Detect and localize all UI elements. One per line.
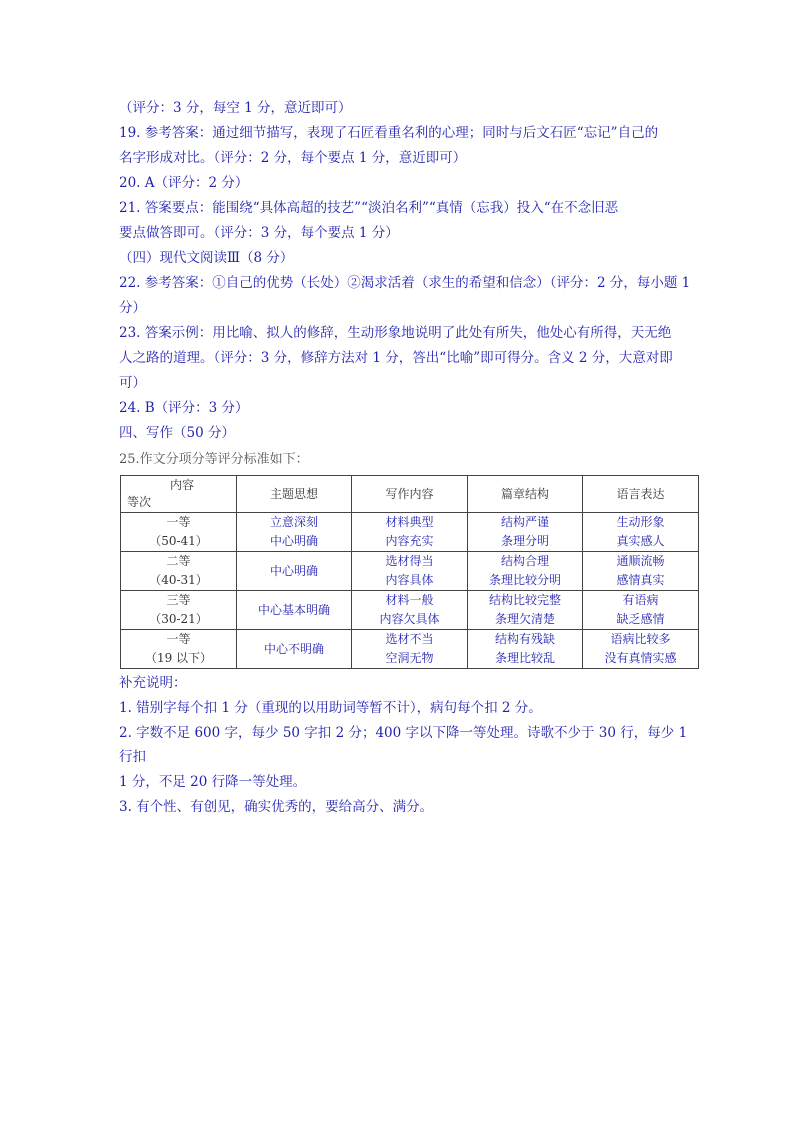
grade-range: （40-31）	[149, 573, 208, 587]
grade-range: （30-21）	[149, 612, 208, 626]
cell-line: 通顺流畅	[616, 554, 665, 568]
table-header-row	[121, 476, 699, 513]
cell-line: 材料典型	[385, 515, 434, 529]
language-cell	[583, 513, 699, 552]
structure-cell	[468, 552, 583, 591]
cell-line: 条理欠清楚	[494, 612, 555, 626]
cell-line: 感情真实	[616, 573, 665, 587]
document-body	[119, 96, 699, 819]
cell-line: 内容欠具体	[379, 612, 440, 626]
table-corner-cell	[121, 476, 237, 513]
cell-line: 条理比较分明	[488, 573, 561, 587]
text-line: 1. 错别字每个扣 1 分（重现的以用助词等暂不计），病句每个扣 2 分。	[119, 700, 542, 716]
column-header: 篇章结构	[468, 476, 583, 513]
cell-line: 空洞无物	[385, 651, 434, 665]
theme-cell	[237, 513, 352, 552]
cell-line: 条理比较乱	[494, 651, 555, 665]
text-line: 20. A（评分：2 分）	[119, 175, 249, 191]
cell-line: 选材得当	[385, 554, 434, 568]
theme-cell	[237, 552, 352, 591]
table-caption: 25.作文分项分等评分标准如下：	[119, 452, 309, 467]
corner-bottom-label: 等次	[127, 495, 152, 509]
text-line: 24. B（评分：3 分）	[119, 400, 249, 416]
structure-cell	[468, 591, 583, 630]
text-line: 人之路的道理。（评分：3 分，修辞方法对 1 分，答出“比喻”即可得分。含义 2 分，大意对即	[119, 350, 673, 366]
text-line: 2. 字数不足 600 字，每少 50 字扣 2 分；400 字以下降一等处理。诗歌不少于 30 行，每少 1 行扣	[119, 725, 688, 765]
cell-line: 立意深刻	[269, 515, 318, 529]
answer-lines-top	[119, 96, 699, 445]
column-header: 写作内容	[352, 476, 468, 513]
language-cell	[583, 630, 699, 669]
cell-line: 真实感人	[616, 534, 665, 548]
section-heading: （四）现代文阅读Ⅲ（8 分）	[119, 250, 294, 266]
scoring-table	[120, 475, 699, 669]
cell-line: 结构有残缺	[494, 632, 555, 646]
text-line: 名字形成对比。（评分：2 分，每个要点 1 分，意近即可）	[119, 150, 467, 166]
cell-line: 中心不明确	[263, 641, 324, 656]
cell-line: 中心明确	[269, 563, 318, 578]
content-cell	[352, 591, 468, 630]
text-line: 可）	[119, 375, 146, 391]
column-header: 主题思想	[237, 476, 352, 513]
grade-label: 一等	[166, 515, 191, 529]
grade-cell	[121, 552, 237, 591]
cell-line: 中心基本明确	[257, 602, 330, 617]
table-row	[121, 513, 699, 552]
cell-line: 语病比较多	[610, 632, 671, 646]
cell-line: 缺乏感情	[616, 612, 665, 626]
cell-line: 没有真情实感	[604, 651, 677, 665]
cell-line: 生动形象	[616, 515, 665, 529]
answer-lines-bottom	[119, 671, 699, 819]
grade-cell	[121, 513, 237, 552]
grade-label: 二等	[166, 554, 191, 568]
cell-line: 选材不当	[385, 632, 434, 646]
cell-line: 材料一般	[385, 593, 434, 607]
table-row	[121, 552, 699, 591]
text-line: 1 分，不足 20 行降一等处理。	[119, 774, 307, 790]
text-line: 23. 答案示例：用比喻、拟人的修辞，生动形象地说明了此处有所失，他处心有所得，天无绝	[119, 325, 672, 341]
grade-label: 三等	[166, 593, 191, 607]
text-line: 3. 有个性、有创见，确实优秀的，要给高分、满分。	[119, 799, 434, 815]
theme-cell	[237, 591, 352, 630]
cell-line: 条理分明	[500, 534, 549, 548]
grade-range: （50-41）	[149, 534, 208, 548]
content-cell	[352, 630, 468, 669]
grade-label: 一等	[166, 632, 191, 646]
content-cell	[352, 513, 468, 552]
structure-cell	[468, 513, 583, 552]
structure-cell	[468, 630, 583, 669]
cell-line: 内容具体	[385, 573, 434, 587]
grade-range: （19 以下）	[144, 651, 213, 665]
cell-line: 内容充实	[385, 534, 434, 548]
section-heading: 四、写作（50 分）	[119, 425, 235, 441]
text-line: 要点做答即可。（评分：3 分，每个要点 1 分）	[119, 225, 399, 241]
column-header: 语言表达	[583, 476, 699, 513]
cell-line: 结构合理	[500, 554, 549, 568]
text-line: 19. 参考答案：通过细节描写，表现了石匠看重名利的心理；同时与后文石匠“忘记”自己的	[119, 125, 659, 141]
text-line: 分）	[119, 300, 146, 316]
cell-line: 有语病	[622, 593, 659, 607]
text-line: 21. 答案要点：能围绕“具体高超的技艺”“淡泊名利”“真情（忘我）投入“在不念旧恶	[119, 200, 619, 216]
cell-line: 结构比较完整	[488, 593, 561, 607]
table-row	[121, 591, 699, 630]
cell-line: 中心明确	[269, 534, 318, 548]
table-row	[121, 630, 699, 669]
language-cell	[583, 591, 699, 630]
theme-cell	[237, 630, 352, 669]
cell-line: 结构严谨	[500, 515, 549, 529]
grade-cell	[121, 630, 237, 669]
grade-cell	[121, 591, 237, 630]
text-line: （评分：3 分，每空 1 分，意近即可）	[119, 100, 352, 116]
corner-top-label: 内容	[169, 478, 194, 492]
section-heading: 补充说明：	[119, 675, 187, 691]
content-cell	[352, 552, 468, 591]
text-line: 22. 参考答案：①自己的优势（长处）②渴求活着（求生的希望和信念）（评分：2 分，每小题 1	[119, 275, 691, 291]
language-cell	[583, 552, 699, 591]
